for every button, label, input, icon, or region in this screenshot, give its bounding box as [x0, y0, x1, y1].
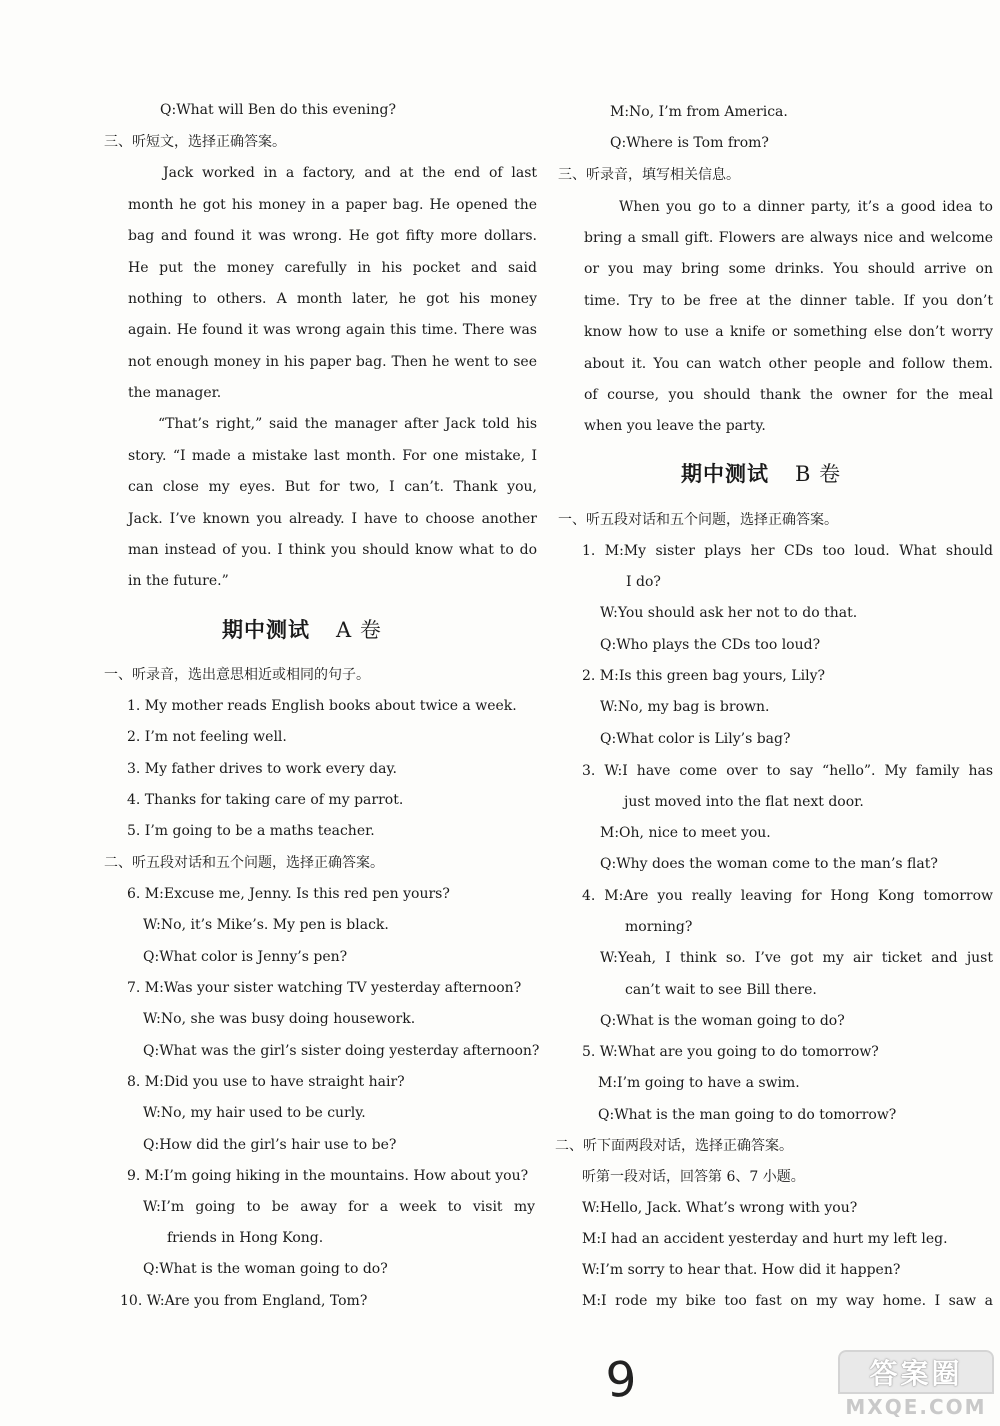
- dialogue-line: Q:What was the girl’s sister doing yesterday afternoon?: [143, 1043, 540, 1059]
- text-line: can close my eyes. But for two, I can’t. Thank you,: [128, 479, 537, 495]
- dialogue-line: 9. M:I’m going hiking in the mountains. How about you?: [127, 1168, 529, 1184]
- dialogue-line: W:No, she was busy doing housework.: [143, 1011, 416, 1027]
- dialogue-line: friends in Hong Kong.: [167, 1230, 324, 1246]
- page-number: 9: [604, 1351, 639, 1409]
- dialogue-line: W:No, my hair used to be curly.: [143, 1105, 366, 1121]
- text-line: When you go to a dinner party, it’s a good idea to: [619, 199, 993, 215]
- text-line: in the future.”: [128, 573, 229, 589]
- text-line: time. Try to be free at the dinner table. If you don’t: [584, 293, 993, 309]
- text-line: bag and found it was wrong. He got fifty more dollars.: [128, 228, 537, 244]
- text-line: bring a small gift. Flowers are always nice and welcome: [584, 230, 993, 246]
- title-sub: B 卷: [795, 462, 842, 486]
- text-line: know how to use a knife or something else don’t worry: [584, 324, 993, 340]
- dialogue-line: can’t wait to see Bill there.: [625, 982, 817, 998]
- dialogue-line: Q:What color is Lily’s bag?: [600, 731, 791, 747]
- title-text: 期中测试: [681, 462, 769, 486]
- dialogue-line: W:Yeah, I think so. I’ve got my air ticket and just: [600, 950, 993, 966]
- dialogue-line: 4. M:Are you really leaving for Hong Kong tomorrow: [582, 888, 993, 904]
- dialogue-line: morning?: [625, 919, 693, 935]
- dialogue-line: 2. M:Is this green bag yours, Lily?: [582, 668, 825, 684]
- text-line: month he got his money in a paper bag. He opened the: [128, 197, 537, 213]
- dialogue-line: 3. W:I have come over to say “hello”. My family has: [582, 763, 993, 779]
- text-line: not enough money in his paper bag. Then he went to see: [128, 354, 537, 370]
- dialogue-line: M:I had an accident yesterday and hurt my left leg.: [582, 1231, 948, 1247]
- dialogue-line: Q:What color is Jenny’s pen?: [143, 949, 348, 965]
- dialogue-line: Q:What is the woman going to do?: [143, 1261, 388, 1277]
- text-line: He put the money carefully in his pocket and said: [128, 260, 537, 276]
- text-line: Jack worked in a factory, and at the end of last: [163, 165, 537, 181]
- text-line: of course, you should thank the owner for the meal: [584, 387, 993, 403]
- dialogue-line: W:Hello, Jack. What’s wrong with you?: [582, 1200, 858, 1216]
- watermark-top: 答案圈: [838, 1350, 994, 1394]
- dialogue-line: Q:How did the girl’s hair use to be?: [143, 1137, 397, 1153]
- dialogue-line: M:I’m going to have a swim.: [598, 1075, 800, 1091]
- text-line: Q:What will Ben do this evening?: [160, 102, 396, 118]
- dialogue-line: I do?: [626, 574, 661, 590]
- section-heading: 二、听五段对话和五个问题，选择正确答案。: [104, 855, 384, 871]
- text-line: Jack. I’ve known you already. I have to choose another: [128, 511, 537, 527]
- section-heading: 一、听录音，选出意思相近或相同的句子。: [104, 667, 370, 683]
- title-sub: A 卷: [336, 618, 382, 642]
- instruction-line: 听第一段对话，回答第 6、7 小题。: [582, 1169, 805, 1185]
- watermark-logo: [838, 1350, 994, 1420]
- text-line: the manager.: [128, 385, 222, 401]
- section-heading: 三、听录音，填写相关信息。: [558, 167, 740, 183]
- text-line: or you may bring some drinks. You should arrive on: [584, 261, 993, 277]
- dialogue-line: W:I’m going to be away for a week to visit my: [143, 1199, 535, 1215]
- dialogue-line: M:Oh, nice to meet you.: [600, 825, 771, 841]
- dialogue-line: 5. W:What are you going to do tomorrow?: [582, 1044, 879, 1060]
- text-line: man instead of you. I think you should know what to do: [128, 542, 537, 558]
- dialogue-line: W:You should ask her not to do that.: [600, 605, 858, 621]
- dialogue-line: 8. M:Did you use to have straight hair?: [127, 1074, 405, 1090]
- section-title-a: [222, 614, 382, 644]
- dialogue-line: 6. M:Excuse me, Jenny. Is this red pen yours?: [127, 886, 450, 902]
- text-line: “That’s right,” said the manager after Jack told his: [158, 416, 537, 432]
- dialogue-line: M:No, I’m from America.: [610, 104, 788, 120]
- text-line: nothing to others. A month later, he got his money: [128, 291, 537, 307]
- dialogue-line: 10. W:Are you from England, Tom?: [120, 1293, 368, 1309]
- dialogue-line: Q:Who plays the CDs too loud?: [600, 637, 821, 653]
- dialogue-line: Q:Where is Tom from?: [610, 135, 769, 151]
- dialogue-line: W:No, my bag is brown.: [600, 699, 770, 715]
- text-line: again. He found it was wrong again this time. There was: [128, 322, 537, 338]
- list-item: 1. My mother reads English books about twice a week.: [127, 698, 517, 714]
- section-title-b: [681, 458, 841, 488]
- list-item: 3. My father drives to work every day.: [127, 761, 397, 777]
- section-heading: 一、听五段对话和五个问题，选择正确答案。: [558, 512, 838, 528]
- dialogue-line: Q:What is the woman going to do?: [600, 1013, 845, 1029]
- list-item: 4. Thanks for taking care of my parrot.: [127, 792, 404, 808]
- list-item: 5. I’m going to be a maths teacher.: [127, 823, 375, 839]
- title-text: 期中测试: [222, 618, 310, 642]
- watermark-bottom: MXQE.COM: [845, 1395, 987, 1419]
- list-item: 2. I’m not feeling well.: [127, 729, 287, 745]
- text-line: story. “I made a mistake last month. For one mistake, I: [128, 448, 537, 464]
- text-line: when you leave the party.: [584, 418, 766, 434]
- dialogue-line: Q:Why does the woman come to the man’s flat?: [600, 856, 938, 872]
- dialogue-line: just moved into the flat next door.: [624, 794, 864, 810]
- dialogue-line: W:I’m sorry to hear that. How did it happen?: [582, 1262, 901, 1278]
- dialogue-line: M:I rode my bike too fast on my way home. I saw a: [582, 1293, 993, 1309]
- section-heading: 三、听短文，选择正确答案。: [104, 134, 286, 150]
- dialogue-line: 1. M:My sister plays her CDs too loud. What should: [582, 543, 993, 559]
- section-heading: 二、听下面两段对话，选择正确答案。: [555, 1138, 793, 1154]
- text-line: about it. You can watch other people and follow them.: [584, 356, 993, 372]
- dialogue-line: W:No, it’s Mike’s. My pen is black.: [143, 917, 389, 933]
- dialogue-line: 7. M:Was your sister watching TV yesterday afternoon?: [127, 980, 522, 996]
- dialogue-line: Q:What is the man going to do tomorrow?: [598, 1107, 897, 1123]
